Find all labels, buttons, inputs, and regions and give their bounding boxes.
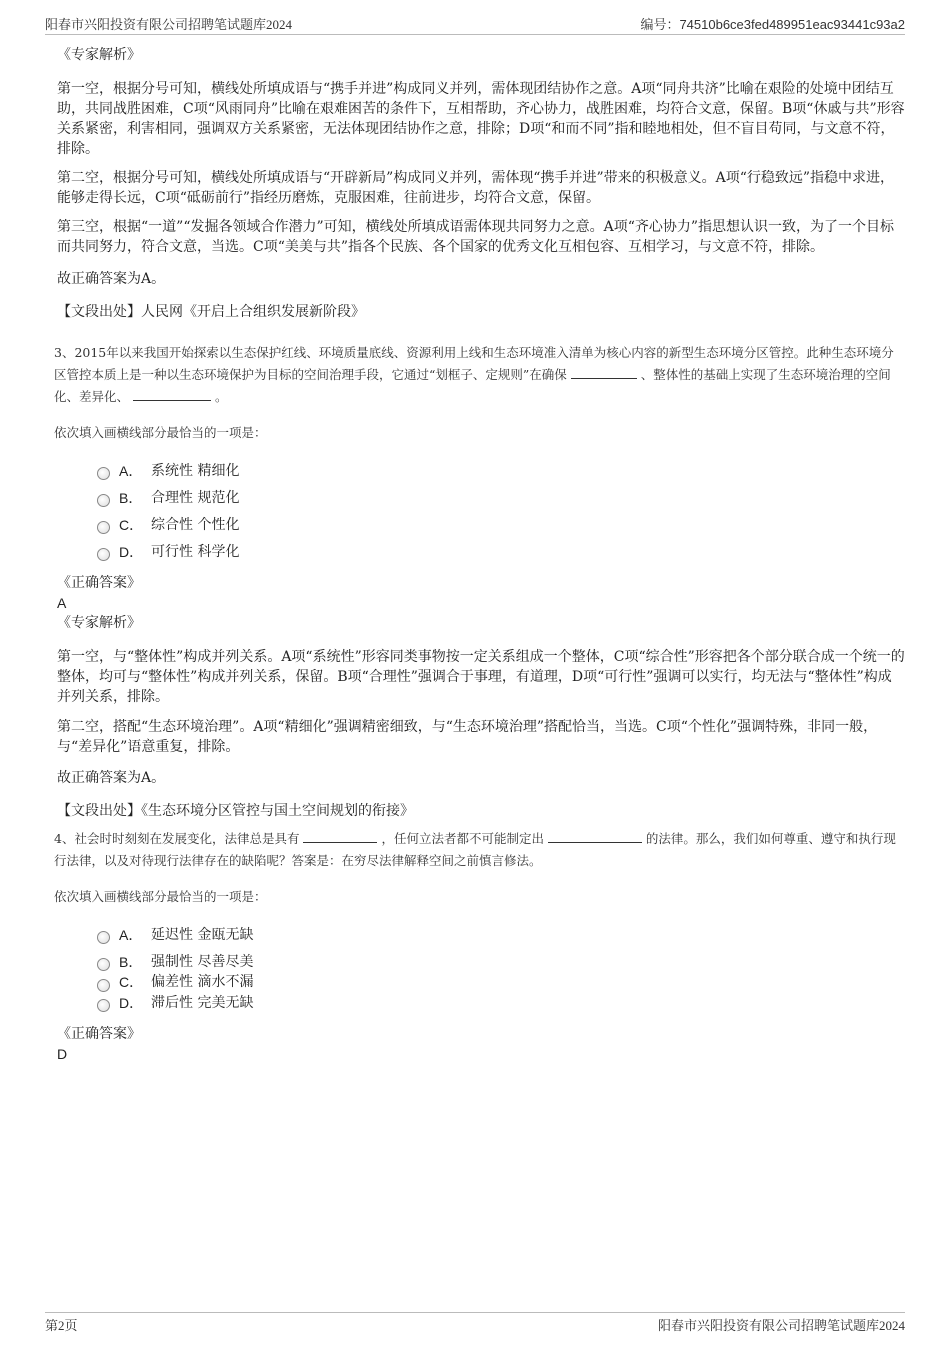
option-text: 延迟性 金瓯无缺 [151,926,254,943]
radio-icon[interactable] [97,979,110,992]
stem-text: 3、2015年以来我国开始探索以生态保护红线、环境质量底线、资源利用上线和生态环境准入清单为核心内容的新型生态环境分区管控。此种生态环境分区管控本质上是一种以生态环境保护为目标的空间治理手段，它通过“划框子、定规则”在确保 [54,345,894,382]
option-c[interactable] [97,511,905,538]
source-line: 【文段出处】《生态环境分区管控与国土空间规划的衔接》 [57,803,414,819]
option-text: 综合性 个性化 [151,516,240,533]
analysis-paragraph: 第二空，根据分号可知，横线处所填成语与“开辟新局”构成同义并列，需体现“携手并进”带来的积极意义。A项“行稳致远”指稳中求进，能够走得长远，C项“砥砺前行”指经历磨炼，克服困难，往前进步，均符合文意，保留。 [57,170,895,206]
radio-icon[interactable] [97,467,110,480]
option-key: C． [119,516,144,533]
analysis-paragraph: 第二空，搭配“生态环境治理”。A项“精细化”强调精密细致，与“生态环境治理”搭配恰当，当选。C项“个性化”强调特殊，非同一般，与“差异化”语意重复，排除。 [57,719,878,755]
option-key: B． [119,953,143,970]
header-title: 阳春市兴阳投资有限公司招聘笔试题库2024 [45,17,293,32]
header-id: 编号：74510b6ce3fed489951eac93441c93a2 [640,17,905,32]
answer-label: 《正确答案》 [57,575,141,591]
analysis-label: 《专家解析》 [57,615,141,631]
answer-line: 故正确答案为A。 [57,770,166,786]
option-text: 强制性 尽善尽美 [151,953,254,970]
stem-text: 4、社会时时刻刻在发展变化，法律总是具有 [54,831,300,846]
page-number: 第2页 [45,1318,78,1333]
answer-value: A [57,595,67,611]
analysis-label: 《专家解析》 [57,47,141,63]
option-text: 合理性 规范化 [151,489,240,506]
answer-blank [571,364,637,379]
radio-icon[interactable] [97,999,110,1012]
option-b[interactable] [97,948,905,975]
option-key: D． [119,994,144,1011]
footer-title: 阳春市兴阳投资有限公司招聘笔试题库2024 [657,1318,905,1333]
radio-icon[interactable] [97,931,110,944]
stem-text: ，任何立法者都不可能制定出 [381,831,544,846]
answer-blank [303,828,377,843]
question-3-options [57,457,905,565]
question-3-stem [54,342,905,408]
stem-text: 、整体性的基础上实现了生态环境治理的空间化、差异化、 [54,367,891,404]
option-c[interactable] [97,975,905,989]
page-content [54,45,905,1064]
question-4-options [57,921,905,1016]
question-prompt: 依次填入画横线部分最恰当的一项是： [54,425,267,440]
option-text: 偏差性 滴水不漏 [151,974,254,990]
answer-line: 故正确答案为A。 [57,271,166,287]
option-text: 滞后性 完美无缺 [151,994,254,1011]
question-prompt: 依次填入画横线部分最恰当的一项是： [54,889,267,904]
answer-value: D [57,1046,68,1062]
option-a[interactable] [97,921,905,948]
page-footer [45,1312,905,1335]
answer-label: 《正确答案》 [57,1026,141,1042]
option-text: 系统性 精细化 [151,462,240,479]
analysis-paragraph: 第一空，与“整体性”构成并列关系。A项“系统性”形容同类事物按一定关系组成一个整体，C项“综合性”形容把各个部分联合成一个统一的整体，均可与“整体性”构成并列关系，保留。B项“合理性”强调合于事理，有道理，D项“可行性”强调可以实行，均无法与“整体性”构成并列关系，排除。 [57,649,905,705]
option-key: A． [119,462,143,479]
option-b[interactable] [97,484,905,511]
option-key: C． [119,974,144,990]
analysis-paragraph: 第一空，根据分号可知，横线处所填成语与“携手并进”构成同义并列，需体现团结协作之意。A项“同舟共济”比喻在艰险的处境中团结互助，共同战胜困难，C项“风雨同舟”比喻在艰难困苦的条件下，互相帮助，齐心协力，战胜困难，均符合文意，保留。B项“休戚与共”形容关系紧密，利害相同，强调双方关系紧密，无法体现团结协作之意，排除；D项“和而不同”指和睦地相处，但不盲目苟同，与文意不符，排除。 [57,81,905,157]
stem-text: 。 [214,389,228,404]
radio-icon[interactable] [97,521,110,534]
source-line: 【文段出处】人民网《开启上合组织发展新阶段》 [57,304,365,320]
radio-icon[interactable] [97,548,110,561]
option-key: A． [119,926,143,943]
answer-blank [133,386,211,401]
option-d[interactable] [97,989,905,1016]
radio-icon[interactable] [97,958,110,971]
stem-text: 的法律。那么，我们如何尊重、遵守和执行现行法律，以及对待现行法律存在的缺陷呢？答案是：在穷尽法律解释空间之前慎言修法。 [54,831,896,868]
option-text: 可行性 科学化 [151,543,240,560]
question-4-stem [54,828,905,872]
radio-icon[interactable] [97,494,110,507]
answer-blank [548,828,642,843]
option-key: D． [119,543,144,560]
option-a[interactable] [97,457,905,484]
page-header [45,14,905,35]
option-key: B． [119,489,143,506]
analysis-paragraph: 第三空，根据“一道”“发掘各领域合作潜力”可知，横线处所填成语需体现共同努力之意。A项“齐心协力”指思想认识一致，为了一个目标而共同努力，符合文意，当选。C项“美美与共”指各个民族、各个国家的优秀文化互相包容、互相学习，与文意不符，排除。 [57,219,895,255]
option-d[interactable] [97,538,905,565]
